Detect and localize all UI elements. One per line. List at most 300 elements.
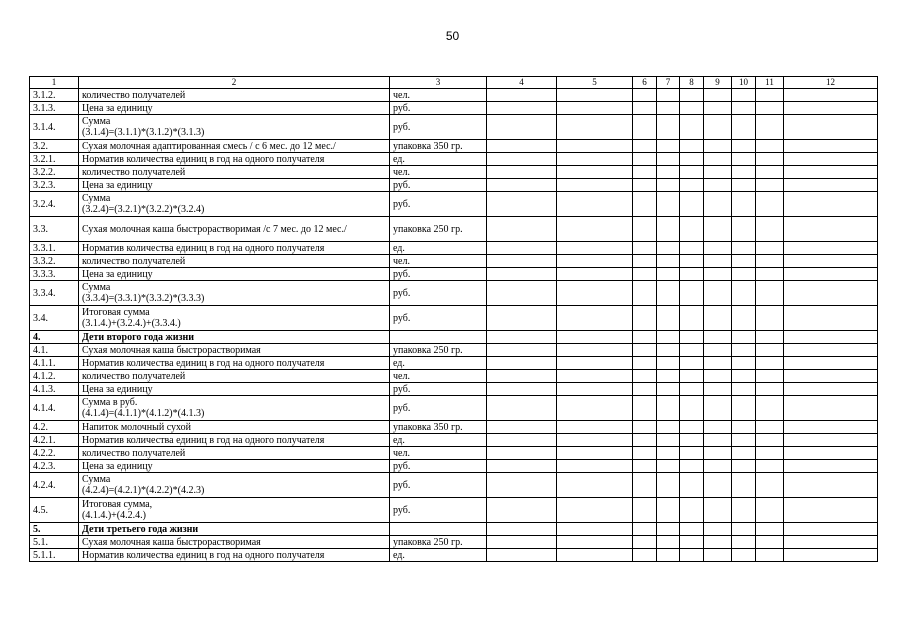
budget-table [29, 76, 878, 562]
empty-cell-col-4 [487, 192, 557, 217]
empty-cell-col-9 [704, 498, 732, 523]
empty-cell-col-8 [680, 460, 704, 473]
empty-cell-col-4 [487, 89, 557, 102]
table-row [30, 153, 878, 166]
empty-cell-col-9 [704, 140, 732, 153]
empty-cell-col-7 [657, 421, 680, 434]
col-header-6: 6 [633, 77, 657, 89]
col-header-8: 8 [680, 77, 704, 89]
table-row [30, 536, 878, 549]
empty-cell-col-12 [784, 473, 878, 498]
empty-cell-col-8 [680, 179, 704, 192]
empty-cell-col-8 [680, 396, 704, 421]
row-name: Норматив количества единиц в год на одного получателя [79, 242, 390, 255]
empty-cell-col-4 [487, 281, 557, 306]
empty-cell-col-5 [557, 166, 633, 179]
empty-cell-col-4 [487, 331, 557, 344]
empty-cell-col-4 [487, 434, 557, 447]
empty-cell-col-9 [704, 536, 732, 549]
empty-cell-col-4 [487, 421, 557, 434]
empty-cell-col-12 [784, 281, 878, 306]
row-name: Норматив количества единиц в год на одного получателя [79, 357, 390, 370]
empty-cell-col-11 [756, 473, 784, 498]
empty-cell-col-8 [680, 421, 704, 434]
empty-cell-col-12 [784, 306, 878, 331]
empty-cell-col-10 [732, 331, 756, 344]
row-number: 5.1. [30, 536, 79, 549]
row-number: 4.2.3. [30, 460, 79, 473]
row-name: Норматив количества единиц в год на одного получателя [79, 434, 390, 447]
empty-cell-col-7 [657, 281, 680, 306]
empty-cell-col-6 [633, 523, 657, 536]
row-name: количество получателей [79, 447, 390, 460]
empty-cell-col-7 [657, 460, 680, 473]
row-number: 3.1.4. [30, 115, 79, 140]
empty-cell-col-11 [756, 357, 784, 370]
empty-cell-col-5 [557, 396, 633, 421]
row-number: 3.2.1. [30, 153, 79, 166]
table-row [30, 383, 878, 396]
empty-cell-col-10 [732, 536, 756, 549]
row-number: 3.4. [30, 306, 79, 331]
empty-cell-col-9 [704, 421, 732, 434]
empty-cell-col-10 [732, 460, 756, 473]
empty-cell-col-4 [487, 217, 557, 242]
empty-cell-col-6 [633, 383, 657, 396]
table-row [30, 421, 878, 434]
row-unit: ед. [390, 357, 487, 370]
empty-cell-col-10 [732, 523, 756, 536]
empty-cell-col-11 [756, 434, 784, 447]
empty-cell-col-7 [657, 255, 680, 268]
empty-cell-col-10 [732, 115, 756, 140]
empty-cell-col-11 [756, 331, 784, 344]
row-unit: руб. [390, 460, 487, 473]
empty-cell-col-12 [784, 498, 878, 523]
row-name: количество получателей [79, 166, 390, 179]
table-row [30, 306, 878, 331]
empty-cell-col-6 [633, 281, 657, 306]
empty-cell-col-8 [680, 192, 704, 217]
empty-cell-col-7 [657, 140, 680, 153]
table-row [30, 242, 878, 255]
row-number: 4.1.4. [30, 396, 79, 421]
table-row [30, 268, 878, 281]
empty-cell-col-10 [732, 140, 756, 153]
empty-cell-col-6 [633, 549, 657, 562]
empty-cell-col-11 [756, 549, 784, 562]
empty-cell-col-9 [704, 434, 732, 447]
empty-cell-col-11 [756, 344, 784, 357]
row-number: 3.3.3. [30, 268, 79, 281]
empty-cell-col-6 [633, 242, 657, 255]
empty-cell-col-9 [704, 268, 732, 281]
row-number: 3.2.4. [30, 192, 79, 217]
empty-cell-col-8 [680, 115, 704, 140]
table-row [30, 447, 878, 460]
empty-cell-col-12 [784, 396, 878, 421]
table-row [30, 281, 878, 306]
row-number: 4.5. [30, 498, 79, 523]
empty-cell-col-9 [704, 331, 732, 344]
empty-cell-col-11 [756, 421, 784, 434]
table-row [30, 179, 878, 192]
empty-cell-col-4 [487, 357, 557, 370]
empty-cell-col-8 [680, 344, 704, 357]
row-number: 3.2.3. [30, 179, 79, 192]
row-name: Сумма (3.1.4)=(3.1.1)*(3.1.2)*(3.1.3) [79, 115, 390, 140]
empty-cell-col-8 [680, 498, 704, 523]
row-unit: чел. [390, 89, 487, 102]
empty-cell-col-5 [557, 217, 633, 242]
table-row [30, 166, 878, 179]
empty-cell-col-11 [756, 281, 784, 306]
empty-cell-col-4 [487, 460, 557, 473]
row-name: Сумма (4.2.4)=(4.2.1)*(4.2.2)*(4.2.3) [79, 473, 390, 498]
empty-cell-col-5 [557, 421, 633, 434]
empty-cell-col-12 [784, 460, 878, 473]
row-name: количество получателей [79, 370, 390, 383]
empty-cell-col-7 [657, 396, 680, 421]
row-name: количество получателей [79, 89, 390, 102]
row-name: Норматив количества единиц в год на одного получателя [79, 549, 390, 562]
row-name: Сухая молочная каша быстрорастворимая [79, 536, 390, 549]
empty-cell-col-6 [633, 255, 657, 268]
empty-cell-col-11 [756, 396, 784, 421]
empty-cell-col-9 [704, 281, 732, 306]
empty-cell-col-11 [756, 523, 784, 536]
empty-cell-col-4 [487, 447, 557, 460]
empty-cell-col-6 [633, 473, 657, 498]
empty-cell-col-5 [557, 268, 633, 281]
table-row [30, 396, 878, 421]
empty-cell-col-10 [732, 370, 756, 383]
empty-cell-col-6 [633, 140, 657, 153]
row-name: Сумма (3.2.4)=(3.2.1)*(3.2.2)*(3.2.4) [79, 192, 390, 217]
row-name: Дети второго года жизни [79, 331, 390, 344]
empty-cell-col-6 [633, 166, 657, 179]
row-number: 4.1.2. [30, 370, 79, 383]
empty-cell-col-12 [784, 102, 878, 115]
empty-cell-col-8 [680, 331, 704, 344]
empty-cell-col-6 [633, 306, 657, 331]
row-unit: руб. [390, 115, 487, 140]
col-header-1: 1 [30, 77, 79, 89]
empty-cell-col-8 [680, 473, 704, 498]
empty-cell-col-4 [487, 473, 557, 498]
empty-cell-col-9 [704, 153, 732, 166]
empty-cell-col-11 [756, 242, 784, 255]
empty-cell-col-8 [680, 447, 704, 460]
empty-cell-col-8 [680, 383, 704, 396]
empty-cell-col-8 [680, 89, 704, 102]
row-number: 3.3. [30, 217, 79, 242]
empty-cell-col-5 [557, 331, 633, 344]
empty-cell-col-8 [680, 242, 704, 255]
empty-cell-col-12 [784, 536, 878, 549]
empty-cell-col-6 [633, 115, 657, 140]
empty-cell-col-7 [657, 166, 680, 179]
row-unit: руб. [390, 306, 487, 331]
empty-cell-col-7 [657, 179, 680, 192]
section-row [30, 331, 878, 344]
empty-cell-col-7 [657, 192, 680, 217]
row-number: 4.1. [30, 344, 79, 357]
empty-cell-col-6 [633, 357, 657, 370]
row-number: 4.2.1. [30, 434, 79, 447]
empty-cell-col-6 [633, 421, 657, 434]
empty-cell-col-11 [756, 140, 784, 153]
empty-cell-col-11 [756, 166, 784, 179]
empty-cell-col-12 [784, 166, 878, 179]
empty-cell-col-12 [784, 140, 878, 153]
table-row [30, 102, 878, 115]
empty-cell-col-10 [732, 255, 756, 268]
empty-cell-col-4 [487, 166, 557, 179]
empty-cell-col-9 [704, 549, 732, 562]
empty-cell-col-5 [557, 153, 633, 166]
row-number: 3.1.3. [30, 102, 79, 115]
empty-cell-col-6 [633, 179, 657, 192]
empty-cell-col-7 [657, 331, 680, 344]
empty-cell-col-9 [704, 523, 732, 536]
row-unit: упаковка 250 гр. [390, 217, 487, 242]
empty-cell-col-9 [704, 255, 732, 268]
row-unit: руб. [390, 268, 487, 281]
empty-cell-col-8 [680, 306, 704, 331]
empty-cell-col-4 [487, 306, 557, 331]
empty-cell-col-8 [680, 536, 704, 549]
row-number: 4.2. [30, 421, 79, 434]
empty-cell-col-7 [657, 115, 680, 140]
empty-cell-col-9 [704, 115, 732, 140]
empty-cell-col-10 [732, 447, 756, 460]
empty-cell-col-8 [680, 268, 704, 281]
empty-cell-col-9 [704, 344, 732, 357]
empty-cell-col-6 [633, 331, 657, 344]
empty-cell-col-7 [657, 434, 680, 447]
empty-cell-col-5 [557, 370, 633, 383]
row-name: Цена за единицу [79, 460, 390, 473]
empty-cell-col-7 [657, 447, 680, 460]
empty-cell-col-9 [704, 460, 732, 473]
empty-cell-col-5 [557, 447, 633, 460]
row-name: Сумма (3.3.4)=(3.3.1)*(3.3.2)*(3.3.3) [79, 281, 390, 306]
row-number: 5.1.1. [30, 549, 79, 562]
row-number: 4. [30, 331, 79, 344]
empty-cell-col-4 [487, 396, 557, 421]
empty-cell-col-9 [704, 179, 732, 192]
empty-cell-col-6 [633, 396, 657, 421]
table-row [30, 192, 878, 217]
empty-cell-col-9 [704, 370, 732, 383]
empty-cell-col-10 [732, 192, 756, 217]
empty-cell-col-5 [557, 89, 633, 102]
empty-cell-col-12 [784, 447, 878, 460]
empty-cell-col-7 [657, 102, 680, 115]
row-number: 3.2. [30, 140, 79, 153]
empty-cell-col-7 [657, 536, 680, 549]
empty-cell-col-8 [680, 255, 704, 268]
empty-cell-col-4 [487, 370, 557, 383]
table-row [30, 549, 878, 562]
empty-cell-col-5 [557, 306, 633, 331]
empty-cell-col-11 [756, 306, 784, 331]
empty-cell-col-8 [680, 523, 704, 536]
row-number: 3.1.2. [30, 89, 79, 102]
table-row [30, 357, 878, 370]
row-unit: упаковка 350 гр. [390, 140, 487, 153]
row-name: Итоговая сумма, (4.1.4.)+(4.2.4.) [79, 498, 390, 523]
col-header-2: 2 [79, 77, 390, 89]
row-unit: руб. [390, 192, 487, 217]
empty-cell-col-10 [732, 102, 756, 115]
row-unit: руб. [390, 281, 487, 306]
empty-cell-col-10 [732, 473, 756, 498]
empty-cell-col-4 [487, 242, 557, 255]
row-name: Дети третьего года жизни [79, 523, 390, 536]
empty-cell-col-11 [756, 179, 784, 192]
empty-cell-col-12 [784, 255, 878, 268]
empty-cell-col-5 [557, 102, 633, 115]
empty-cell-col-9 [704, 102, 732, 115]
empty-cell-col-12 [784, 370, 878, 383]
row-unit: ед. [390, 434, 487, 447]
row-unit: чел. [390, 447, 487, 460]
page-number: 50 [445, 29, 460, 43]
empty-cell-col-7 [657, 89, 680, 102]
row-unit: упаковка 250 гр. [390, 536, 487, 549]
table-row [30, 140, 878, 153]
row-number: 3.3.4. [30, 281, 79, 306]
row-unit: упаковка 350 гр. [390, 421, 487, 434]
empty-cell-col-6 [633, 192, 657, 217]
empty-cell-col-9 [704, 217, 732, 242]
empty-cell-col-9 [704, 473, 732, 498]
empty-cell-col-10 [732, 306, 756, 331]
empty-cell-col-6 [633, 89, 657, 102]
empty-cell-col-12 [784, 331, 878, 344]
empty-cell-col-5 [557, 242, 633, 255]
empty-cell-col-6 [633, 498, 657, 523]
empty-cell-col-6 [633, 434, 657, 447]
empty-cell-col-5 [557, 179, 633, 192]
empty-cell-col-11 [756, 192, 784, 217]
empty-cell-col-10 [732, 89, 756, 102]
empty-cell-col-12 [784, 523, 878, 536]
row-name: Итоговая сумма (3.1.4.)+(3.2.4.)+(3.3.4.) [79, 306, 390, 331]
empty-cell-col-5 [557, 383, 633, 396]
empty-cell-col-6 [633, 460, 657, 473]
empty-cell-col-5 [557, 549, 633, 562]
empty-cell-col-10 [732, 357, 756, 370]
col-header-12: 12 [784, 77, 878, 89]
empty-cell-col-10 [732, 166, 756, 179]
empty-cell-col-11 [756, 153, 784, 166]
col-header-7: 7 [657, 77, 680, 89]
empty-cell-col-8 [680, 140, 704, 153]
empty-cell-col-6 [633, 102, 657, 115]
empty-cell-col-9 [704, 166, 732, 179]
row-unit [390, 331, 487, 344]
empty-cell-col-10 [732, 217, 756, 242]
empty-cell-col-10 [732, 498, 756, 523]
empty-cell-col-11 [756, 536, 784, 549]
row-unit: руб. [390, 383, 487, 396]
empty-cell-col-6 [633, 268, 657, 281]
empty-cell-col-6 [633, 447, 657, 460]
empty-cell-col-4 [487, 115, 557, 140]
empty-cell-col-11 [756, 460, 784, 473]
empty-cell-col-10 [732, 549, 756, 562]
row-unit: чел. [390, 370, 487, 383]
empty-cell-col-12 [784, 153, 878, 166]
col-header-9: 9 [704, 77, 732, 89]
empty-cell-col-4 [487, 179, 557, 192]
empty-cell-col-10 [732, 242, 756, 255]
row-number: 4.2.2. [30, 447, 79, 460]
empty-cell-col-9 [704, 192, 732, 217]
empty-cell-col-11 [756, 115, 784, 140]
empty-cell-col-12 [784, 357, 878, 370]
empty-cell-col-12 [784, 344, 878, 357]
empty-cell-col-11 [756, 268, 784, 281]
empty-cell-col-11 [756, 217, 784, 242]
empty-cell-col-7 [657, 523, 680, 536]
row-name: Напиток молочный сухой [79, 421, 390, 434]
table-row [30, 255, 878, 268]
empty-cell-col-4 [487, 268, 557, 281]
empty-cell-col-4 [487, 140, 557, 153]
row-unit [390, 523, 487, 536]
empty-cell-col-12 [784, 217, 878, 242]
empty-cell-col-10 [732, 421, 756, 434]
row-number: 5. [30, 523, 79, 536]
row-unit: руб. [390, 473, 487, 498]
empty-cell-col-5 [557, 140, 633, 153]
empty-cell-col-7 [657, 383, 680, 396]
row-unit: чел. [390, 166, 487, 179]
row-unit: ед. [390, 153, 487, 166]
empty-cell-col-8 [680, 102, 704, 115]
empty-cell-col-7 [657, 473, 680, 498]
empty-cell-col-9 [704, 242, 732, 255]
empty-cell-col-7 [657, 153, 680, 166]
row-name: Сухая молочная каша быстрорастворимая [79, 344, 390, 357]
empty-cell-col-6 [633, 370, 657, 383]
row-name: Сухая молочная адаптированная смесь / с 6 мес. до 12 мес./ [79, 140, 390, 153]
empty-cell-col-5 [557, 434, 633, 447]
empty-cell-col-8 [680, 370, 704, 383]
empty-cell-col-8 [680, 281, 704, 306]
row-unit: чел. [390, 255, 487, 268]
empty-cell-col-8 [680, 549, 704, 562]
table-row [30, 434, 878, 447]
empty-cell-col-5 [557, 536, 633, 549]
empty-cell-col-5 [557, 357, 633, 370]
table-header-row [30, 77, 878, 89]
empty-cell-col-4 [487, 344, 557, 357]
row-unit: ед. [390, 549, 487, 562]
empty-cell-col-10 [732, 153, 756, 166]
empty-cell-col-8 [680, 166, 704, 179]
row-name: Норматив количества единиц в год на одного получателя [79, 153, 390, 166]
empty-cell-col-12 [784, 268, 878, 281]
empty-cell-col-12 [784, 192, 878, 217]
empty-cell-col-4 [487, 523, 557, 536]
row-number: 3.3.2. [30, 255, 79, 268]
empty-cell-col-7 [657, 549, 680, 562]
